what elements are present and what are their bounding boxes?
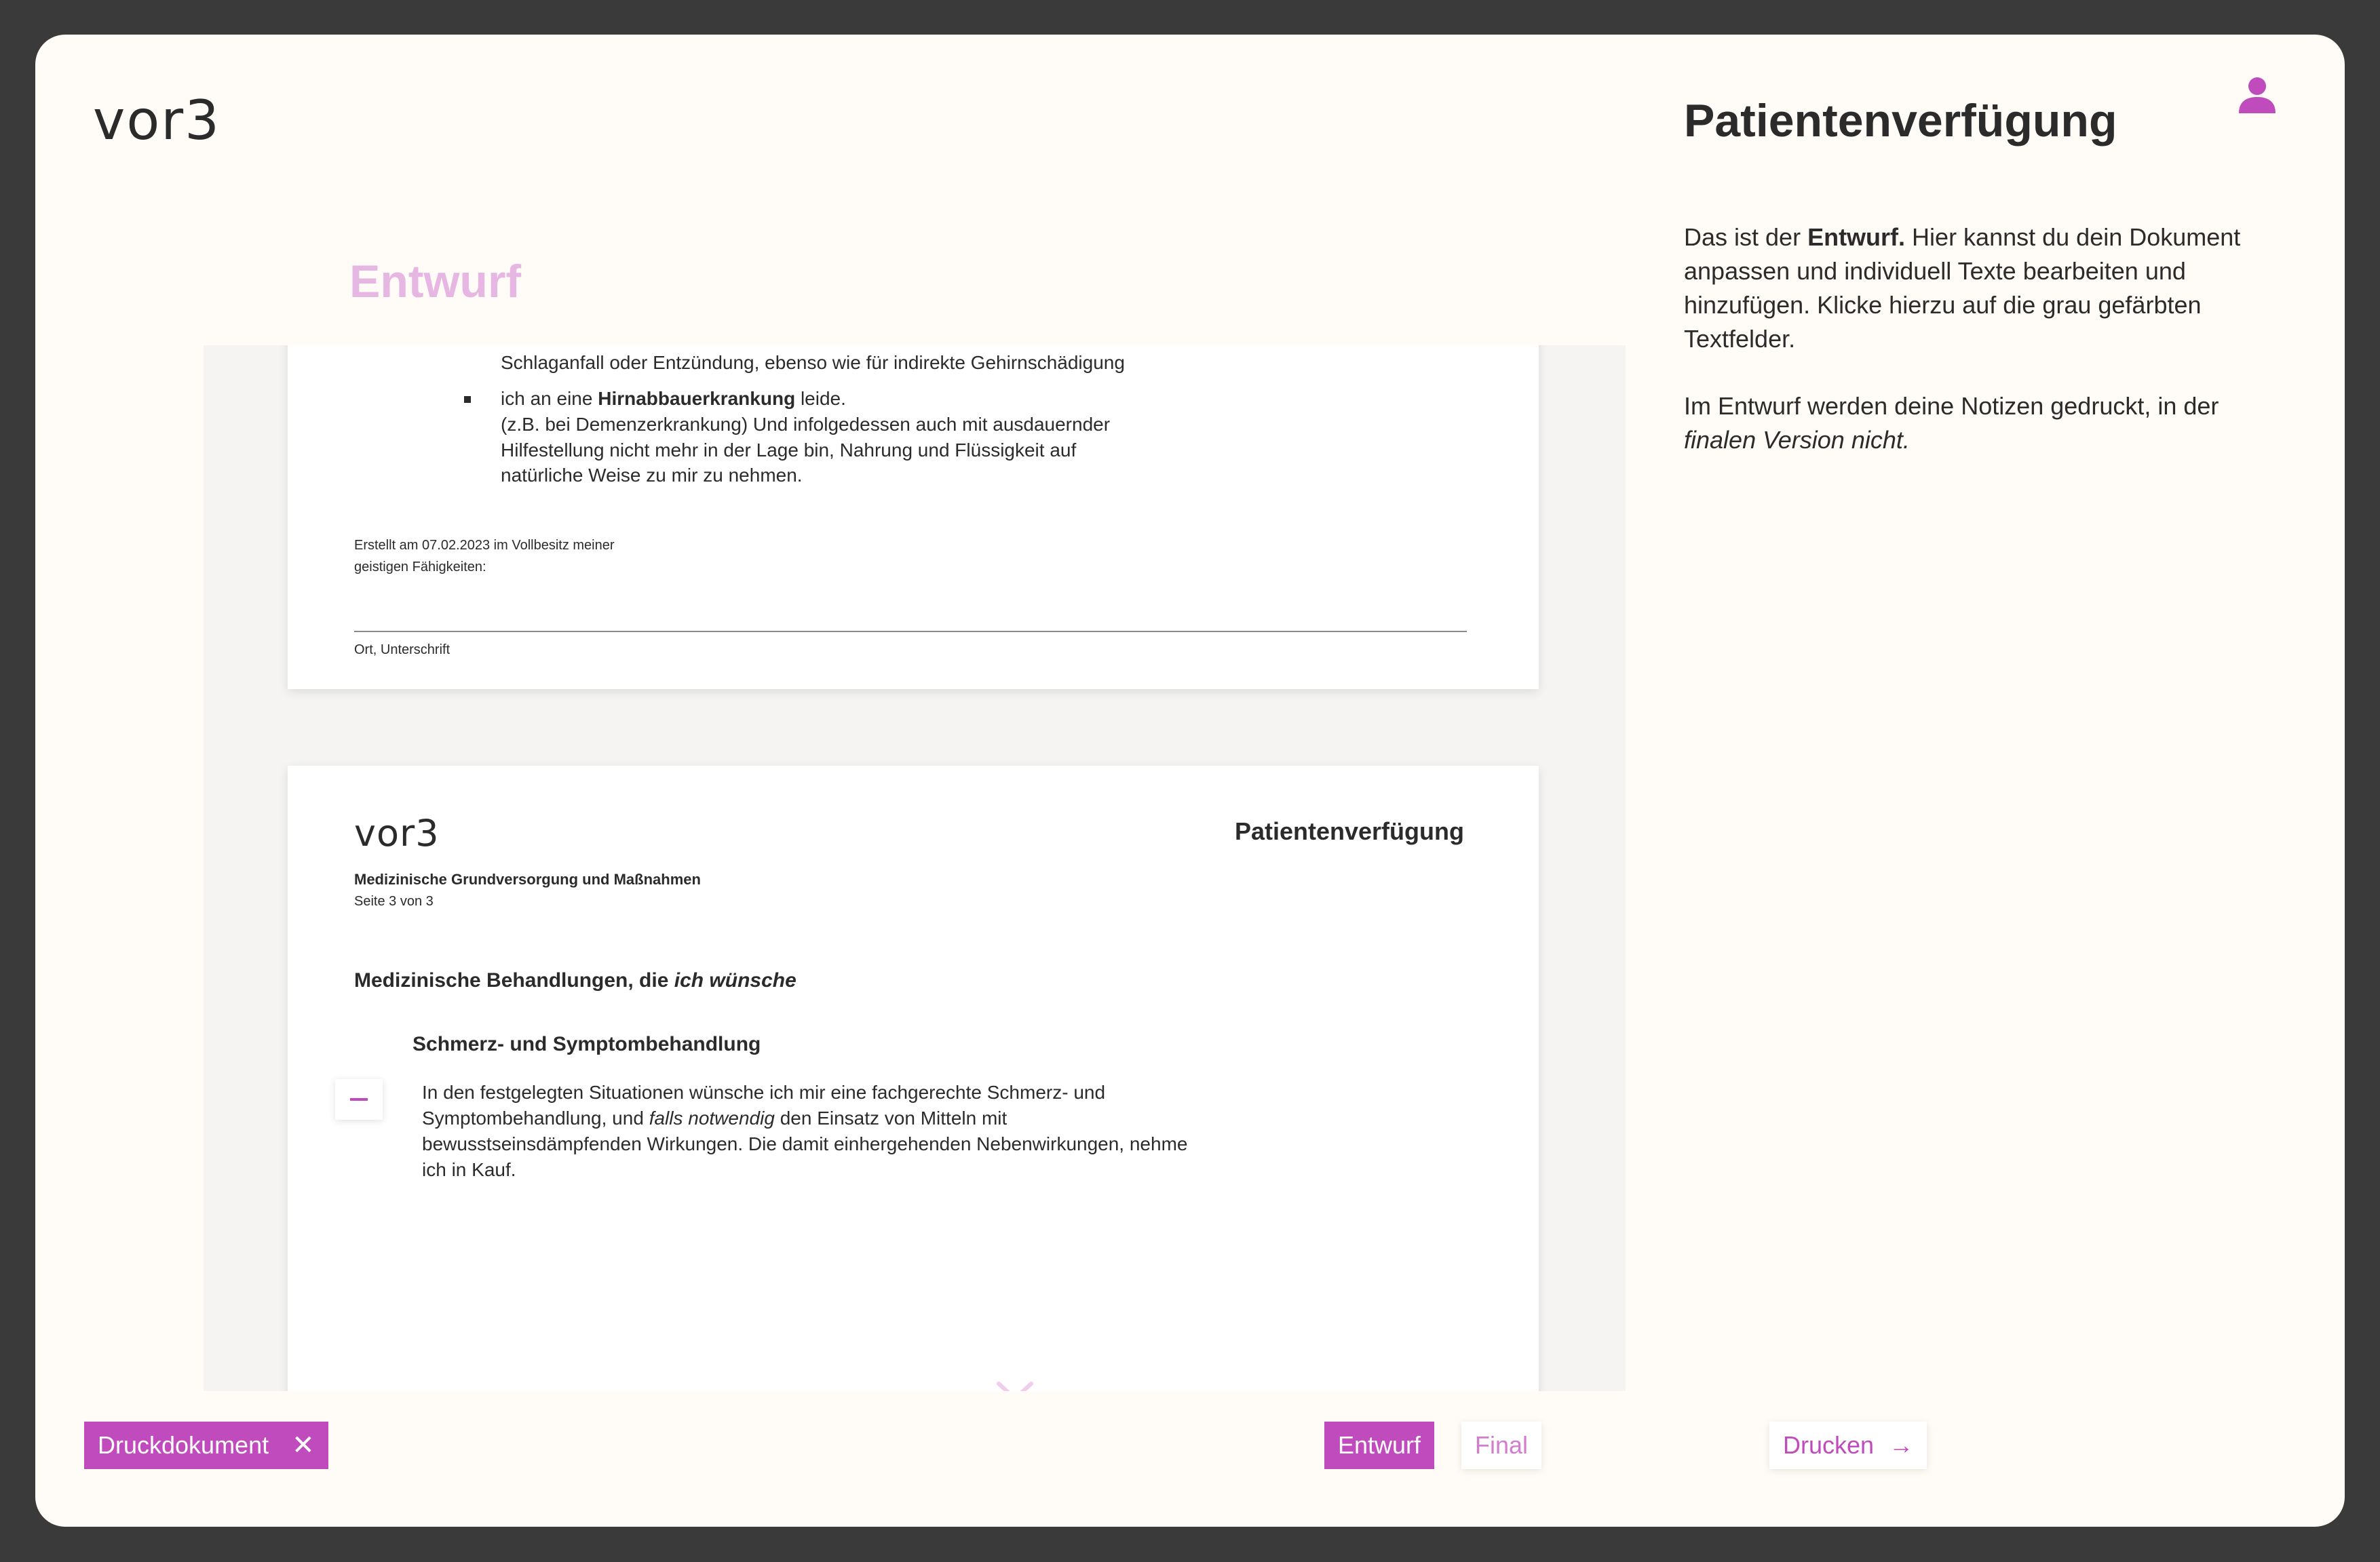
signature-label: Ort, Unterschrift (354, 642, 450, 657)
text-segment: ich an eine (501, 388, 598, 409)
minus-icon (350, 1098, 368, 1101)
mode-tab-final[interactable]: Final (1461, 1422, 1541, 1469)
print-button[interactable] (1769, 1422, 1927, 1469)
bullet-line: natürliche Weise zu mir zu nehmen. (501, 465, 803, 486)
paragraph-line[interactable]: In den festgelegten Situationen wünsche ich mir eine fachgerechte Schmerz- und (422, 1082, 1106, 1103)
bullet-line: Hilfestellung nicht mehr in der Lage bin, Nahrung und Flüssigkeit auf (501, 440, 1077, 461)
created-date-line: geistigen Fähigkeiten: (354, 560, 486, 574)
text-segment: Im Entwurf werden deine Notizen gedruckt, in der (1684, 392, 2219, 420)
bold-text: Entwurf. (1807, 223, 1906, 251)
page-subtitle: Medizinische Grundversorgung und Maßnahmen (354, 871, 701, 888)
document-title: Patientenverfügung (1684, 95, 2117, 147)
document-viewer[interactable] (204, 345, 1626, 1391)
document-page (288, 345, 1539, 689)
chip-label: Druckdokument (98, 1431, 269, 1459)
page-number: Seite 3 von 3 (354, 894, 434, 909)
print-label: Drucken (1783, 1431, 1875, 1459)
app-logo[interactable]: vor3 (93, 89, 221, 152)
subsection-heading: Schmerz- und Symptombehandlung (412, 1033, 761, 1055)
text-segment: Symptombehandlung, und (422, 1108, 649, 1129)
text-segment: den Einsatz von Mitteln mit (774, 1108, 1007, 1129)
info-paragraph (1684, 389, 2267, 457)
arrow-right-icon: → (1889, 1431, 1914, 1459)
paragraph-line[interactable]: bewusstseinsdämpfenden Wirkungen. Die damit einhergehenden Nebenwirkungen, nehme (422, 1133, 1188, 1154)
italic-text: falls notwendig (649, 1108, 775, 1129)
document-page (288, 766, 1539, 1391)
created-date-line: Erstellt am 07.02.2023 im Vollbesitz meiner (354, 538, 615, 553)
paragraph-line[interactable] (422, 1106, 1007, 1131)
italic-text: ich wünsche (674, 969, 796, 992)
mode-heading: Entwurf (349, 256, 522, 307)
user-icon[interactable] (2233, 71, 2281, 119)
bullet-line: (z.B. bei Demenzerkrankung) Und infolgedessen auch mit ausdauernder (501, 414, 1111, 435)
italic-text: finalen Version nicht. (1684, 426, 1910, 454)
paragraph-line[interactable]: ich in Kauf. (422, 1159, 516, 1180)
page-title: Patientenverfügung (1234, 817, 1464, 845)
section-heading (354, 969, 796, 992)
bold-text: Hirnabbauerkrankung (598, 388, 796, 409)
text-segment: leide. (795, 388, 846, 409)
info-panel (1684, 220, 2267, 490)
text-segment: Medizinische Behandlungen, die (354, 969, 674, 992)
bullet-first-line[interactable] (501, 386, 846, 412)
signature-line (354, 631, 1467, 632)
app-screen (35, 35, 2345, 1527)
page-logo: vor3 (354, 812, 440, 855)
close-icon[interactable]: ✕ (292, 1430, 315, 1460)
remove-paragraph-button[interactable] (335, 1079, 383, 1120)
text-segment: Hier kannst du dein Dokument anpassen und individuell Texte bearbeiten und hinzufügen. Klicke hierzu auf die grau gefärbten Textfelder. (1684, 223, 2241, 353)
info-paragraph (1684, 220, 2267, 356)
text-line: Schlaganfall oder Entzündung, ebenso wie für indirekte Gehirnschädigung (501, 352, 1125, 373)
bullet-marker (464, 396, 471, 403)
mode-tab-draft[interactable]: Entwurf (1324, 1422, 1434, 1469)
text-segment: Das ist der (1684, 223, 1808, 251)
print-document-chip[interactable] (84, 1422, 328, 1469)
chevron-down-icon[interactable] (996, 1380, 1034, 1391)
